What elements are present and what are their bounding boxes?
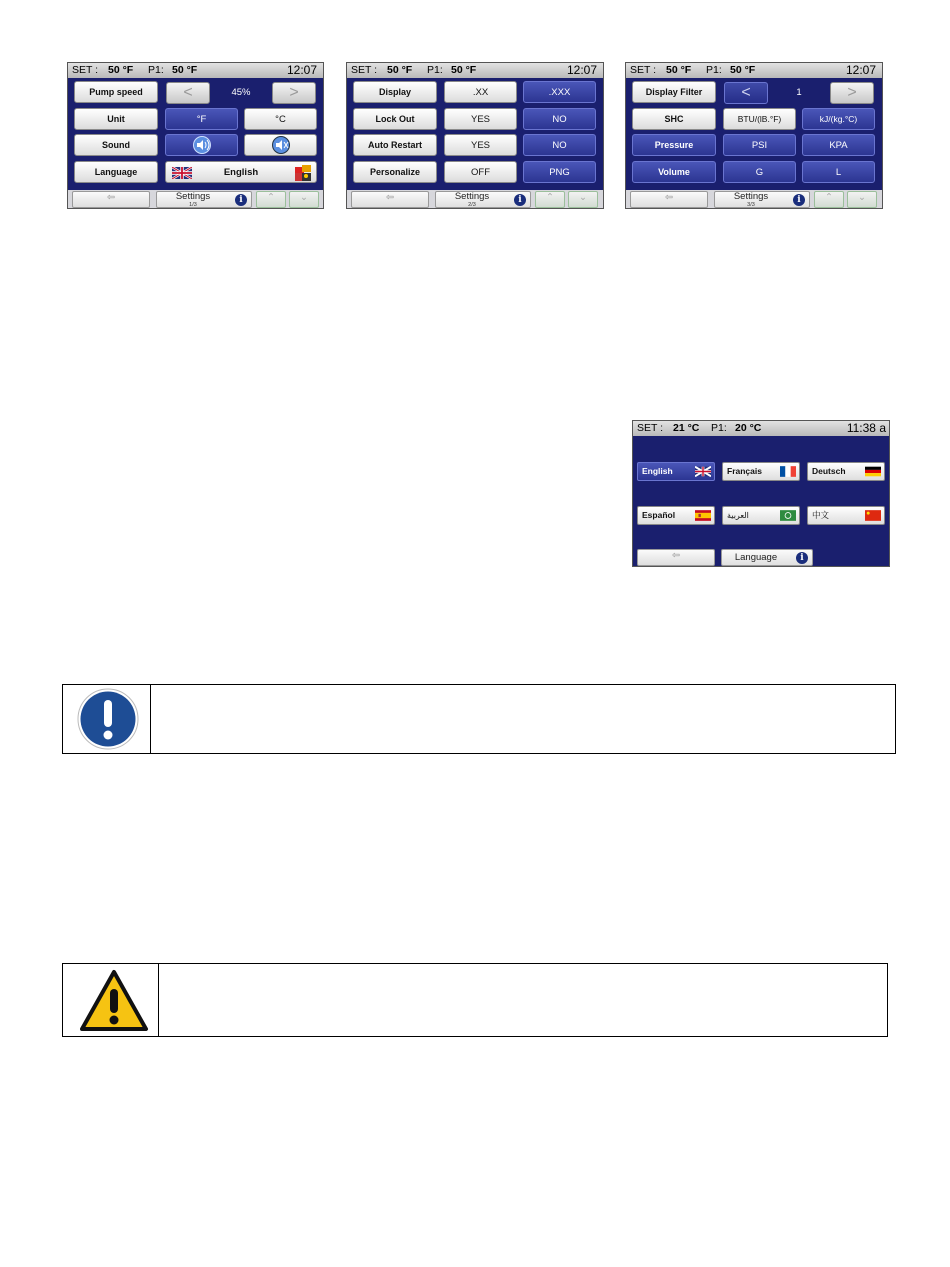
page-indicator: 1/3 xyxy=(189,202,197,208)
notice-icon-cell xyxy=(63,685,151,753)
unit-button[interactable]: Unit xyxy=(74,108,158,130)
volume-liter-option[interactable]: L xyxy=(802,161,875,183)
auto-restart-yes-option[interactable]: YES xyxy=(444,134,517,156)
page-indicator: 2/3 xyxy=(468,202,476,208)
clock: 12:07 xyxy=(286,63,317,77)
language-option-label: 中文 xyxy=(812,510,830,520)
warning-notice-box xyxy=(62,963,888,1037)
settings-screen-3 xyxy=(625,62,883,209)
display-filter-value: 1 xyxy=(796,87,802,98)
display-option-xx[interactable]: .XX xyxy=(444,81,517,103)
sound-button[interactable]: Sound xyxy=(74,134,158,156)
chevron-left-icon[interactable]: < xyxy=(166,82,210,104)
status-bar xyxy=(633,421,889,436)
status-bar xyxy=(626,63,882,78)
shc-button[interactable]: SHC xyxy=(632,108,716,130)
france-flag-icon xyxy=(780,466,796,477)
info-icon[interactable]: i xyxy=(796,552,808,564)
back-arrow-icon[interactable]: ⇦ xyxy=(637,549,715,566)
unit-celsius-option[interactable]: °C xyxy=(244,108,317,130)
spain-flag-icon xyxy=(695,510,711,521)
language-option-deutsch[interactable] xyxy=(807,462,885,481)
speaker-off-icon xyxy=(270,136,292,154)
auto-restart-button[interactable]: Auto Restart xyxy=(353,134,437,156)
chevron-right-icon[interactable]: > xyxy=(272,82,316,104)
flags-collage-icon xyxy=(295,165,311,181)
chevron-right-icon[interactable]: > xyxy=(830,82,874,104)
up-arrow-icon[interactable]: ⌃ xyxy=(535,191,565,208)
set-label: SET : xyxy=(72,64,99,76)
down-arrow-icon[interactable]: ⌄ xyxy=(847,191,877,208)
personalize-button[interactable]: Personalize xyxy=(353,161,437,183)
display-filter-button[interactable]: Display Filter xyxy=(632,81,716,103)
sound-on-option[interactable] xyxy=(165,134,238,156)
volume-gallon-option[interactable]: G xyxy=(723,161,796,183)
language-button[interactable]: Language xyxy=(74,161,158,183)
back-arrow-icon[interactable]: ⇦ xyxy=(351,191,429,208)
pressure-psi-option[interactable]: PSI xyxy=(723,134,796,156)
language-option-label: العربية xyxy=(727,511,749,520)
p1-label: P1: xyxy=(427,64,443,76)
p1-value: 50 °F xyxy=(730,64,756,76)
back-arrow-icon[interactable]: ⇦ xyxy=(72,191,150,208)
display-option-xxx[interactable]: .XXX xyxy=(523,81,596,103)
language-screen xyxy=(632,420,890,567)
sound-off-option[interactable] xyxy=(244,134,317,156)
pressure-kpa-option[interactable]: KPA xyxy=(802,134,875,156)
p1-value: 20 °C xyxy=(735,422,762,434)
status-bar xyxy=(68,63,323,78)
settings-screen-2 xyxy=(346,62,604,209)
warning-icon xyxy=(79,969,149,1033)
lock-out-no-option[interactable]: NO xyxy=(523,108,596,130)
lock-out-yes-option[interactable]: YES xyxy=(444,108,517,130)
language-option-francais[interactable] xyxy=(722,462,800,481)
p1-label: P1: xyxy=(706,64,722,76)
status-bar xyxy=(347,63,603,78)
footer-title-text: Settings xyxy=(175,191,211,202)
set-label: SET : xyxy=(637,422,664,434)
footer-bar xyxy=(347,190,603,208)
exclamation-icon xyxy=(77,688,139,750)
uk-flag-icon xyxy=(695,466,711,477)
footer-title xyxy=(156,191,252,208)
clock: 12:07 xyxy=(845,63,876,77)
important-notice-box xyxy=(62,684,896,754)
set-label: SET : xyxy=(630,64,657,76)
chevron-left-icon[interactable]: < xyxy=(724,82,768,104)
china-flag-icon xyxy=(865,510,881,521)
footer-bar xyxy=(633,548,889,566)
unit-fahrenheit-option[interactable]: °F xyxy=(165,108,238,130)
speaker-on-icon xyxy=(191,136,213,154)
germany-flag-icon xyxy=(865,466,881,477)
page-indicator: 3/3 xyxy=(747,202,755,208)
clock: 12:07 xyxy=(566,63,597,77)
auto-restart-no-option[interactable]: NO xyxy=(523,134,596,156)
footer-title xyxy=(721,549,813,566)
personalize-png-option[interactable]: PNG xyxy=(523,161,596,183)
up-arrow-icon[interactable]: ⌃ xyxy=(256,191,286,208)
p1-value: 50 °F xyxy=(172,64,198,76)
volume-button[interactable]: Volume xyxy=(632,161,716,183)
language-option-espanol[interactable] xyxy=(637,506,715,525)
p1-value: 50 °F xyxy=(451,64,477,76)
pressure-button[interactable]: Pressure xyxy=(632,134,716,156)
settings-screen-1 xyxy=(67,62,324,209)
p1-label: P1: xyxy=(148,64,164,76)
down-arrow-icon[interactable]: ⌄ xyxy=(289,191,319,208)
language-option-label: Français xyxy=(727,466,762,476)
footer-title xyxy=(435,191,531,208)
set-value: 50 °F xyxy=(108,64,134,76)
language-option-chinese[interactable] xyxy=(807,506,885,525)
language-value: English xyxy=(223,166,259,178)
language-option-label: Deutsch xyxy=(812,466,846,476)
pump-speed-value: 45% xyxy=(231,87,251,98)
info-icon[interactable]: i xyxy=(793,194,805,206)
set-label: SET : xyxy=(351,64,378,76)
uk-flag-icon xyxy=(172,167,192,179)
set-value: 50 °F xyxy=(666,64,692,76)
personalize-off-option[interactable]: OFF xyxy=(444,161,517,183)
footer-bar xyxy=(626,190,882,208)
down-arrow-icon[interactable]: ⌄ xyxy=(568,191,598,208)
saudi-flag-icon xyxy=(780,510,796,521)
shc-btu-option[interactable]: BTU/(lB.°F) xyxy=(723,108,796,130)
footer-bar xyxy=(68,190,323,208)
info-icon[interactable]: i xyxy=(514,194,526,206)
lock-out-button[interactable]: Lock Out xyxy=(353,108,437,130)
footer-title-text: Settings xyxy=(454,191,490,202)
set-value: 50 °F xyxy=(387,64,413,76)
pump-speed-button[interactable]: Pump speed xyxy=(74,81,158,103)
language-selector[interactable] xyxy=(165,161,317,183)
back-arrow-icon[interactable]: ⇦ xyxy=(630,191,708,208)
language-option-label: Español xyxy=(642,510,676,520)
footer-title xyxy=(714,191,810,208)
p1-label: P1: xyxy=(711,422,727,434)
clock: 11:38 a xyxy=(846,421,886,435)
info-icon[interactable]: i xyxy=(235,194,247,206)
language-option-arabic[interactable] xyxy=(722,506,800,525)
language-option-english[interactable] xyxy=(637,462,715,481)
up-arrow-icon[interactable]: ⌃ xyxy=(814,191,844,208)
shc-kj-option[interactable]: kJ/(kg.°C) xyxy=(802,108,875,130)
footer-title-text: Settings xyxy=(733,191,769,202)
footer-title-text: Language xyxy=(734,552,778,563)
display-button[interactable]: Display xyxy=(353,81,437,103)
language-option-label: English xyxy=(642,466,673,476)
warning-icon-cell xyxy=(63,964,159,1036)
set-value: 21 °C xyxy=(673,422,700,434)
